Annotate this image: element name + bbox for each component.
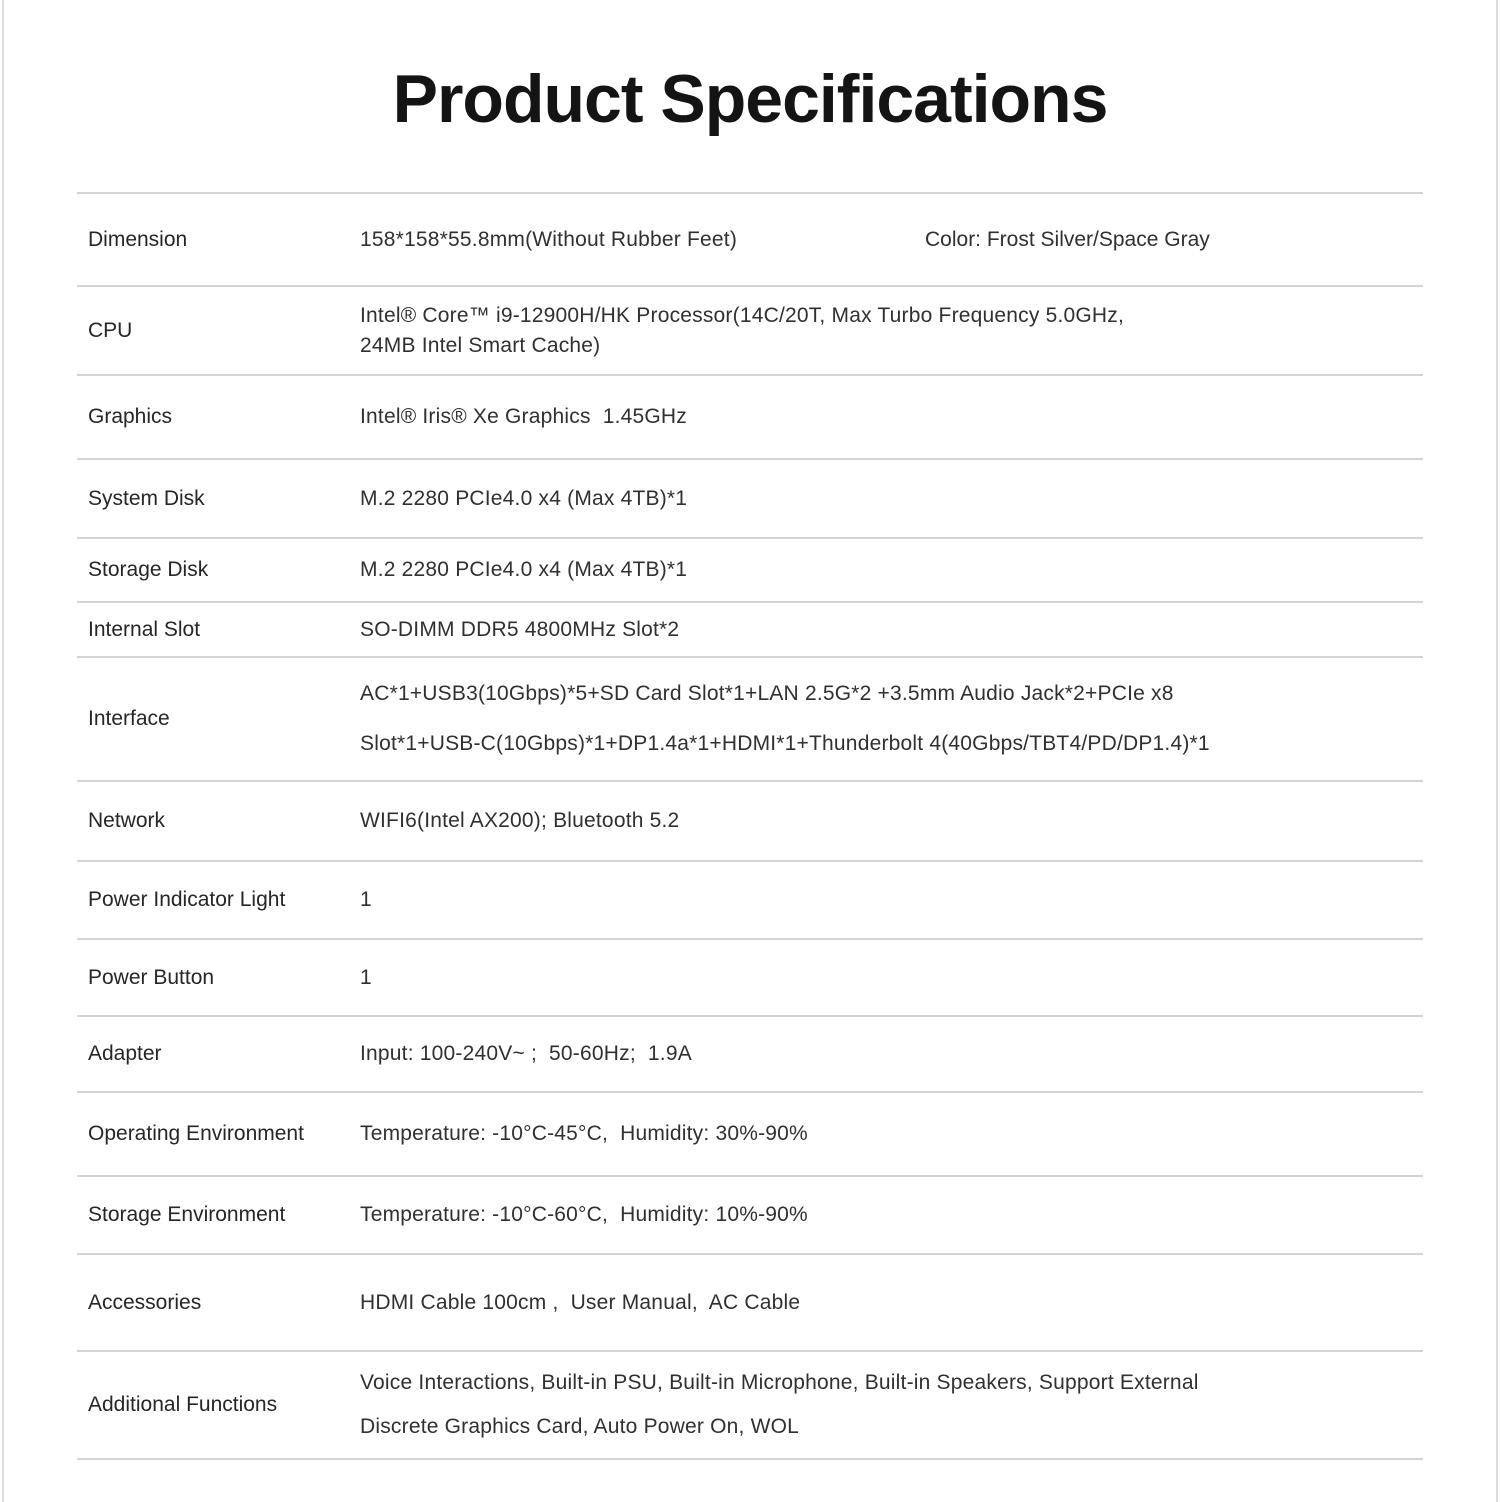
spec-value-line: 24MB Intel Smart Cache) (360, 333, 601, 357)
spec-value (360, 1288, 1423, 1318)
spec-row (77, 940, 1423, 1017)
spec-label: CPU (88, 318, 133, 342)
spec-row (77, 287, 1423, 376)
spec-row (77, 1177, 1423, 1255)
spec-label: Operating Environment (88, 1122, 304, 1145)
spec-value-line: M.2 2280 PCIe4.0 x4 (Max 4TB)*1 (360, 558, 688, 581)
spec-value (360, 301, 1423, 361)
spec-value (360, 963, 1423, 993)
spec-row (77, 862, 1423, 940)
page-title: Product Specifications (392, 61, 1108, 137)
spec-value (360, 885, 1423, 915)
spec-label: Interface (88, 707, 170, 730)
spec-value (360, 484, 1423, 514)
spec-table (77, 192, 1423, 1460)
header (0, 0, 1500, 192)
spec-value (360, 1361, 1423, 1449)
spec-row (77, 376, 1423, 460)
spec-value-line: Voice Interactions, Built-in PSU, Built-in Microphone, Built-in Speakers, Support External (360, 1371, 1199, 1394)
spec-value-line: Temperature: -10°C-60°C, Humidity: 10%-90% (360, 1203, 808, 1226)
spec-value (360, 1039, 1423, 1069)
spec-row (77, 539, 1423, 603)
spec-value (360, 225, 1423, 255)
spec-value-line: Intel® Core™ i9-12900H/HK Processor(14C/20T, Max Turbo Frequency 5.0GHz, (360, 303, 1125, 327)
spec-row (77, 1017, 1423, 1093)
spec-row (77, 1093, 1423, 1177)
spec-value-line: M.2 2280 PCIe4.0 x4 (Max 4TB)*1 (360, 486, 688, 510)
spec-value-line: Slot*1+USB-C(10Gbps)*1+DP1.4a*1+HDMI*1+Thunderbolt 4(40Gbps/TBT4/PD/DP1.4)*1 (360, 732, 1210, 755)
page-right-edge (1496, 0, 1498, 1502)
spec-value (360, 1200, 1423, 1230)
spec-value-line: HDMI Cable 100cm , User Manual, AC Cable (360, 1290, 801, 1314)
spec-value-line: WIFI6(Intel AX200); Bluetooth 5.2 (360, 809, 680, 832)
spec-value (360, 669, 1423, 769)
spec-row (77, 460, 1423, 539)
spec-row (77, 782, 1423, 862)
spec-value-line: 158*158*55.8mm(Without Rubber Feet) (360, 227, 738, 251)
spec-row (77, 658, 1423, 782)
spec-extra-value: Color: Frost Silver/Space Gray (925, 227, 1210, 251)
spec-label: Power Button (88, 965, 215, 989)
spec-value-line: Input: 100-240V~ ; 50-60Hz; 1.9A (360, 1042, 692, 1065)
spec-label: Storage Environment (88, 1203, 286, 1226)
spec-value-line: 1 (360, 965, 372, 989)
spec-label: Graphics (88, 405, 173, 428)
spec-value (360, 402, 1423, 432)
spec-value-line: Intel® Iris® Xe Graphics 1.45GHz (360, 405, 687, 428)
spec-label: System Disk (88, 486, 205, 510)
spec-value (360, 615, 1423, 645)
spec-value (360, 1119, 1423, 1149)
spec-value (360, 806, 1423, 836)
spec-label: Power Indicator Light (88, 888, 286, 911)
spec-row (77, 603, 1423, 658)
spec-label: Storage Disk (88, 558, 209, 581)
spec-value-line: Discrete Graphics Card, Auto Power On, WOL (360, 1415, 800, 1438)
spec-row (77, 194, 1423, 287)
spec-value-line: SO-DIMM DDR5 4800MHz Slot*2 (360, 617, 680, 641)
spec-value-line: AC*1+USB3(10Gbps)*5+SD Card Slot*1+LAN 2.5G*2 +3.5mm Audio Jack*2+PCIe x8 (360, 682, 1174, 705)
spec-value-line: Temperature: -10°C-45°C, Humidity: 30%-90% (360, 1122, 808, 1145)
page-left-edge (2, 0, 4, 1502)
spec-value-line: 1 (360, 888, 372, 911)
spec-label: Dimension (88, 227, 188, 251)
spec-label: Accessories (88, 1290, 202, 1314)
spec-row (77, 1255, 1423, 1352)
spec-value (360, 555, 1423, 585)
spec-label: Internal Slot (88, 617, 201, 641)
spec-label: Adapter (88, 1042, 162, 1065)
spec-label: Additional Functions (88, 1393, 278, 1416)
spec-row (77, 1352, 1423, 1460)
spec-label: Network (88, 809, 166, 832)
